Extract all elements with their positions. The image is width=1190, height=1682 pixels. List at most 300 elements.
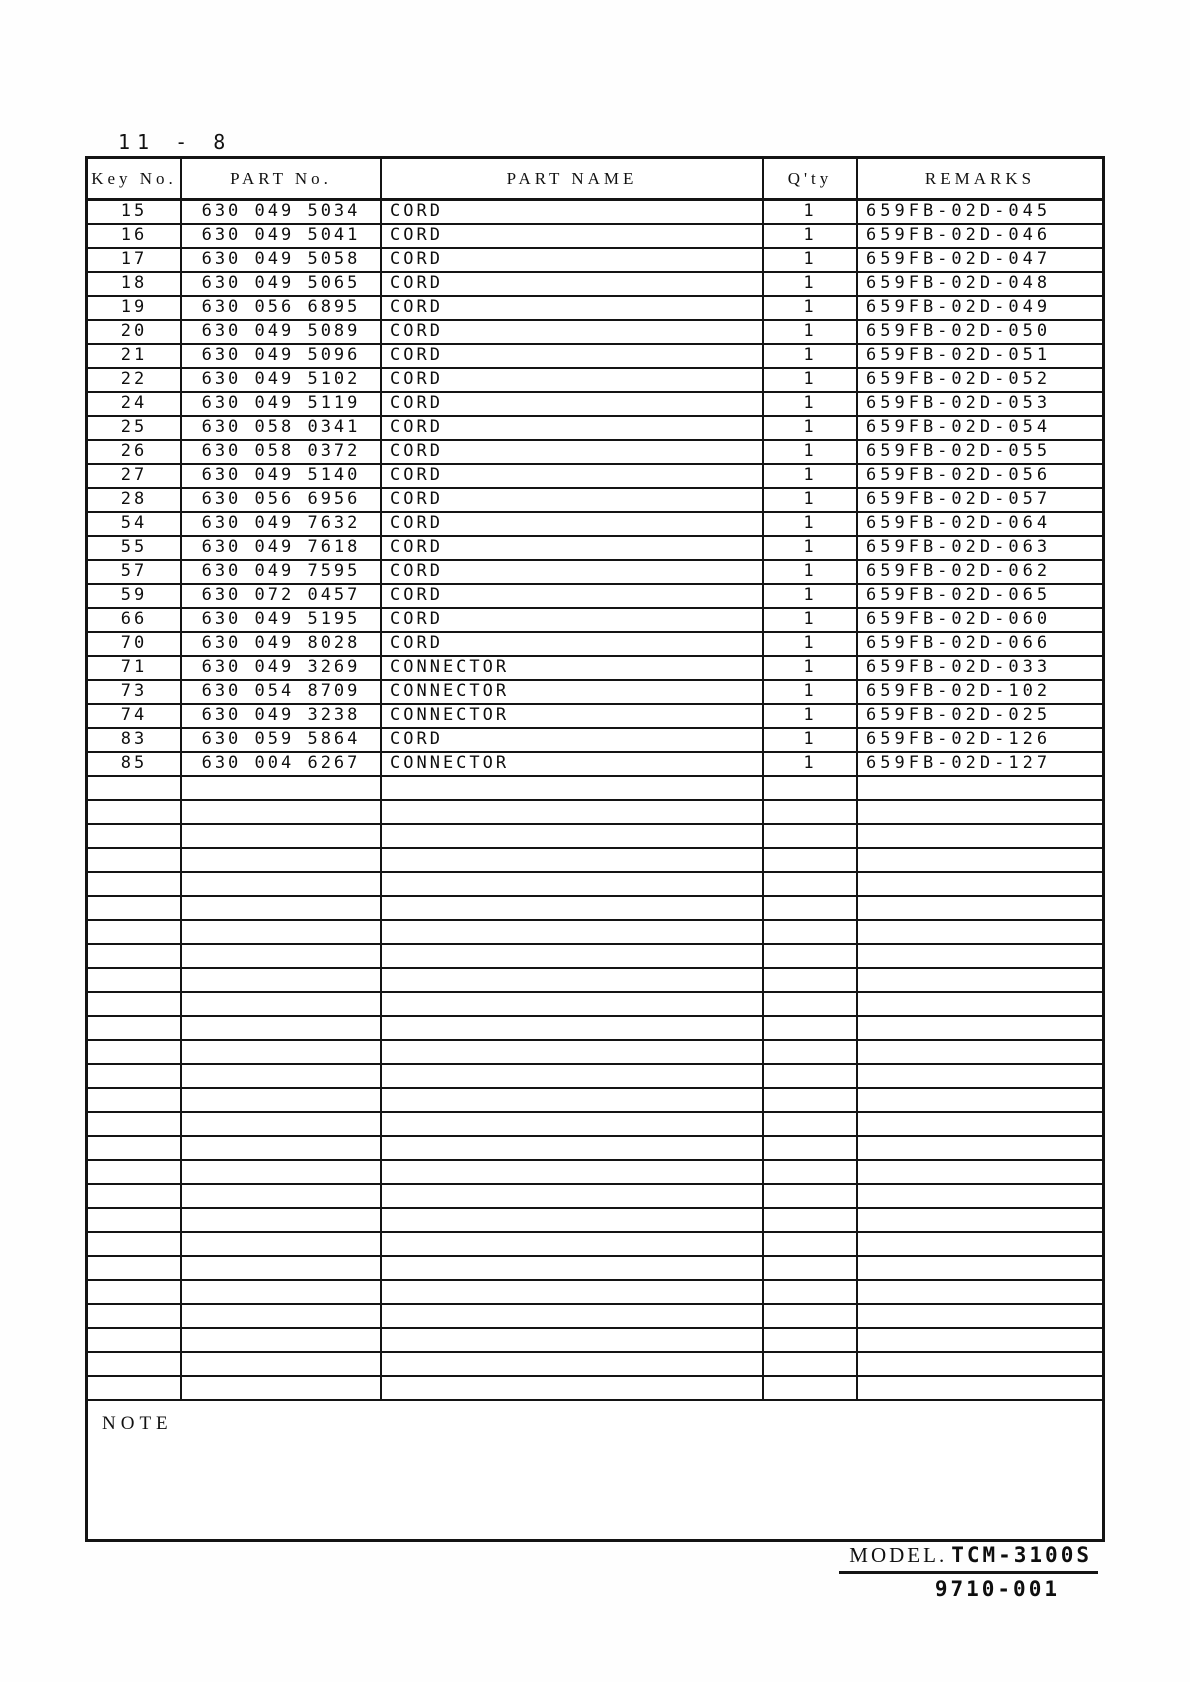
cell-part-no: [182, 1041, 382, 1065]
table-row: [88, 417, 1102, 441]
cell-part-no: [182, 1353, 382, 1377]
cell-part-no: [182, 1257, 382, 1281]
cell-qty: [764, 1089, 858, 1113]
cell-part-name: CORD: [382, 729, 764, 753]
cell-part-no: 630 058 0341: [182, 417, 382, 441]
cell-remarks: [858, 1281, 1102, 1305]
cell-part-no: 630 049 5096: [182, 345, 382, 369]
cell-part-no: [182, 1233, 382, 1257]
cell-qty: 1: [764, 681, 858, 705]
cell-part-name: [382, 801, 764, 825]
cell-remarks: 659FB-02D-049: [858, 297, 1102, 321]
cell-qty: 1: [764, 249, 858, 273]
table-row: [88, 1281, 1102, 1305]
table-row: [88, 225, 1102, 249]
cell-qty: 1: [764, 609, 858, 633]
cell-part-name: CORD: [382, 489, 764, 513]
table-row: [88, 609, 1102, 633]
table-row: [88, 801, 1102, 825]
cell-remarks: [858, 1017, 1102, 1041]
cell-remarks: [858, 849, 1102, 873]
cell-part-name: CORD: [382, 369, 764, 393]
cell-qty: 1: [764, 417, 858, 441]
cell-key-no: [88, 1377, 182, 1401]
cell-part-name: CONNECTOR: [382, 705, 764, 729]
cell-part-name: CORD: [382, 393, 764, 417]
cell-qty: [764, 1185, 858, 1209]
cell-qty: [764, 1041, 858, 1065]
cell-qty: 1: [764, 753, 858, 777]
table-row: [88, 1137, 1102, 1161]
table-row: [88, 249, 1102, 273]
cell-key-no: [88, 921, 182, 945]
cell-qty: 1: [764, 297, 858, 321]
table-row: [88, 513, 1102, 537]
cell-remarks: [858, 1377, 1102, 1401]
cell-remarks: 659FB-02D-127: [858, 753, 1102, 777]
cell-key-no: [88, 1257, 182, 1281]
cell-part-name: CORD: [382, 537, 764, 561]
cell-key-no: [88, 993, 182, 1017]
cell-qty: [764, 969, 858, 993]
cell-part-no: 630 054 8709: [182, 681, 382, 705]
cell-remarks: [858, 1041, 1102, 1065]
cell-qty: [764, 945, 858, 969]
cell-part-name: [382, 1161, 764, 1185]
cell-part-no: [182, 1137, 382, 1161]
cell-qty: 1: [764, 441, 858, 465]
cell-remarks: 659FB-02D-025: [858, 705, 1102, 729]
cell-key-no: [88, 801, 182, 825]
cell-key-no: 25: [88, 417, 182, 441]
cell-remarks: 659FB-02D-126: [858, 729, 1102, 753]
cell-remarks: 659FB-02D-055: [858, 441, 1102, 465]
cell-remarks: [858, 1065, 1102, 1089]
cell-part-name: CORD: [382, 513, 764, 537]
cell-part-no: [182, 1161, 382, 1185]
cell-remarks: 659FB-02D-053: [858, 393, 1102, 417]
cell-key-no: [88, 1161, 182, 1185]
cell-part-no: [182, 873, 382, 897]
cell-remarks: 659FB-02D-056: [858, 465, 1102, 489]
table-row: [88, 297, 1102, 321]
cell-part-no: [182, 1209, 382, 1233]
cell-part-no: 630 056 6956: [182, 489, 382, 513]
cell-part-name: [382, 1041, 764, 1065]
table-row: [88, 705, 1102, 729]
cell-qty: 1: [764, 705, 858, 729]
table-row: [88, 1161, 1102, 1185]
cell-key-no: 85: [88, 753, 182, 777]
cell-part-no: [182, 801, 382, 825]
cell-remarks: [858, 1329, 1102, 1353]
cell-qty: [764, 1113, 858, 1137]
table-row: [88, 1257, 1102, 1281]
table-row: [88, 849, 1102, 873]
table-row: [88, 465, 1102, 489]
cell-part-no: [182, 897, 382, 921]
cell-part-name: [382, 897, 764, 921]
cell-part-name: [382, 1065, 764, 1089]
cell-part-no: [182, 969, 382, 993]
cell-key-no: 17: [88, 249, 182, 273]
cell-key-no: 26: [88, 441, 182, 465]
cell-key-no: [88, 1089, 182, 1113]
cell-qty: 1: [764, 273, 858, 297]
cell-remarks: 659FB-02D-051: [858, 345, 1102, 369]
header-qty: Q'ty: [764, 159, 858, 201]
table-row: [88, 1353, 1102, 1377]
cell-remarks: 659FB-02D-066: [858, 633, 1102, 657]
cell-remarks: 659FB-02D-063: [858, 537, 1102, 561]
cell-remarks: [858, 777, 1102, 801]
cell-key-no: 20: [88, 321, 182, 345]
cell-part-name: [382, 1185, 764, 1209]
cell-remarks: [858, 1089, 1102, 1113]
cell-qty: [764, 825, 858, 849]
cell-part-name: CONNECTOR: [382, 657, 764, 681]
cell-remarks: [858, 1185, 1102, 1209]
table-row: [88, 777, 1102, 801]
cell-part-name: [382, 969, 764, 993]
cell-remarks: [858, 1305, 1102, 1329]
cell-key-no: 21: [88, 345, 182, 369]
table-row: [88, 633, 1102, 657]
cell-qty: 1: [764, 465, 858, 489]
cell-qty: [764, 1161, 858, 1185]
cell-part-no: 630 049 3269: [182, 657, 382, 681]
cell-part-name: [382, 1089, 764, 1113]
table-row: [88, 273, 1102, 297]
header-remarks: REMARKS: [858, 159, 1102, 201]
cell-key-no: [88, 1233, 182, 1257]
cell-remarks: [858, 873, 1102, 897]
cell-part-no: [182, 1017, 382, 1041]
cell-qty: [764, 849, 858, 873]
table-row: [88, 345, 1102, 369]
cell-part-name: CORD: [382, 609, 764, 633]
cell-part-name: CORD: [382, 561, 764, 585]
table-row: [88, 1017, 1102, 1041]
cell-part-name: [382, 1281, 764, 1305]
cell-key-no: [88, 1281, 182, 1305]
table-row: [88, 897, 1102, 921]
cell-qty: [764, 1353, 858, 1377]
cell-part-no: [182, 1281, 382, 1305]
table-row: [88, 537, 1102, 561]
cell-key-no: 74: [88, 705, 182, 729]
cell-part-name: CONNECTOR: [382, 753, 764, 777]
cell-key-no: [88, 1305, 182, 1329]
table-row: [88, 489, 1102, 513]
cell-part-name: CORD: [382, 225, 764, 249]
cell-key-no: 66: [88, 609, 182, 633]
table-row: [88, 873, 1102, 897]
cell-part-no: 630 049 7595: [182, 561, 382, 585]
cell-remarks: 659FB-02D-050: [858, 321, 1102, 345]
cell-part-no: 630 072 0457: [182, 585, 382, 609]
cell-remarks: [858, 993, 1102, 1017]
cell-key-no: [88, 1353, 182, 1377]
cell-key-no: 55: [88, 537, 182, 561]
cell-part-name: [382, 777, 764, 801]
cell-part-name: [382, 1137, 764, 1161]
cell-part-name: CORD: [382, 585, 764, 609]
cell-part-name: CORD: [382, 297, 764, 321]
cell-qty: [764, 897, 858, 921]
header-key-no: Key No.: [88, 159, 182, 201]
cell-part-no: 630 049 5034: [182, 201, 382, 225]
header-part-no: PART No.: [182, 159, 382, 201]
table-body: [88, 201, 1102, 1401]
cell-remarks: 659FB-02D-062: [858, 561, 1102, 585]
cell-remarks: 659FB-02D-065: [858, 585, 1102, 609]
cell-remarks: [858, 969, 1102, 993]
cell-part-name: [382, 849, 764, 873]
cell-remarks: 659FB-02D-033: [858, 657, 1102, 681]
cell-part-no: [182, 1185, 382, 1209]
cell-remarks: 659FB-02D-060: [858, 609, 1102, 633]
table-row: [88, 1041, 1102, 1065]
cell-qty: [764, 1209, 858, 1233]
table-row: [88, 1185, 1102, 1209]
cell-part-no: 630 049 5195: [182, 609, 382, 633]
cell-qty: [764, 801, 858, 825]
cell-part-no: [182, 849, 382, 873]
cell-part-name: CORD: [382, 441, 764, 465]
table-row: [88, 1113, 1102, 1137]
cell-part-name: CORD: [382, 273, 764, 297]
cell-qty: [764, 1305, 858, 1329]
cell-part-no: 630 058 0372: [182, 441, 382, 465]
cell-qty: [764, 993, 858, 1017]
cell-remarks: [858, 945, 1102, 969]
model-line: [839, 1543, 1098, 1574]
cell-qty: [764, 1329, 858, 1353]
cell-remarks: [858, 1257, 1102, 1281]
table-row: [88, 825, 1102, 849]
cell-key-no: [88, 1017, 182, 1041]
cell-qty: [764, 777, 858, 801]
table-row: [88, 393, 1102, 417]
cell-remarks: [858, 1113, 1102, 1137]
cell-remarks: [858, 897, 1102, 921]
cell-part-no: 630 049 7618: [182, 537, 382, 561]
table-row: [88, 753, 1102, 777]
cell-key-no: 27: [88, 465, 182, 489]
cell-qty: 1: [764, 657, 858, 681]
note-section: [88, 1401, 1102, 1539]
cell-qty: [764, 1017, 858, 1041]
cell-key-no: 57: [88, 561, 182, 585]
cell-key-no: [88, 1041, 182, 1065]
cell-part-name: CORD: [382, 417, 764, 441]
table-row: [88, 969, 1102, 993]
cell-key-no: [88, 945, 182, 969]
cell-remarks: [858, 1233, 1102, 1257]
cell-qty: [764, 1377, 858, 1401]
cell-part-no: 630 049 8028: [182, 633, 382, 657]
table-row: [88, 1209, 1102, 1233]
cell-qty: 1: [764, 369, 858, 393]
cell-qty: [764, 1137, 858, 1161]
cell-part-no: [182, 825, 382, 849]
cell-part-no: 630 049 5041: [182, 225, 382, 249]
cell-qty: 1: [764, 225, 858, 249]
cell-remarks: [858, 825, 1102, 849]
cell-qty: 1: [764, 321, 858, 345]
cell-remarks: [858, 1161, 1102, 1185]
cell-part-no: [182, 1329, 382, 1353]
cell-part-name: [382, 993, 764, 1017]
cell-part-name: CORD: [382, 345, 764, 369]
cell-key-no: [88, 897, 182, 921]
cell-part-name: [382, 825, 764, 849]
cell-part-no: [182, 777, 382, 801]
cell-key-no: 19: [88, 297, 182, 321]
table-row: [88, 921, 1102, 945]
cell-qty: [764, 1233, 858, 1257]
cell-part-no: 630 059 5864: [182, 729, 382, 753]
cell-key-no: [88, 825, 182, 849]
cell-part-no: [182, 921, 382, 945]
cell-qty: 1: [764, 393, 858, 417]
cell-part-name: CORD: [382, 321, 764, 345]
table-row: [88, 561, 1102, 585]
cell-key-no: 28: [88, 489, 182, 513]
cell-key-no: 15: [88, 201, 182, 225]
table-row: [88, 1233, 1102, 1257]
cell-key-no: [88, 849, 182, 873]
cell-part-no: [182, 1377, 382, 1401]
cell-part-no: 630 049 5065: [182, 273, 382, 297]
cell-remarks: [858, 921, 1102, 945]
table-row: [88, 993, 1102, 1017]
cell-remarks: 659FB-02D-047: [858, 249, 1102, 273]
cell-qty: 1: [764, 345, 858, 369]
model-footer: [839, 1543, 1098, 1601]
table-row: [88, 321, 1102, 345]
cell-part-no: 630 049 5140: [182, 465, 382, 489]
cell-key-no: 18: [88, 273, 182, 297]
table-row: [88, 657, 1102, 681]
cell-part-name: [382, 921, 764, 945]
table-row: [88, 1329, 1102, 1353]
cell-part-no: 630 049 5102: [182, 369, 382, 393]
cell-part-no: 630 056 6895: [182, 297, 382, 321]
cell-key-no: 59: [88, 585, 182, 609]
cell-key-no: 83: [88, 729, 182, 753]
table-row: [88, 1377, 1102, 1401]
cell-key-no: 24: [88, 393, 182, 417]
cell-key-no: [88, 1137, 182, 1161]
cell-qty: [764, 1281, 858, 1305]
cell-remarks: 659FB-02D-054: [858, 417, 1102, 441]
table-row: [88, 1089, 1102, 1113]
cell-part-no: 630 049 5119: [182, 393, 382, 417]
cell-part-name: [382, 945, 764, 969]
cell-qty: 1: [764, 489, 858, 513]
cell-part-no: [182, 1305, 382, 1329]
cell-part-name: CORD: [382, 201, 764, 225]
cell-part-no: [182, 1065, 382, 1089]
cell-part-name: [382, 1233, 764, 1257]
cell-part-name: CORD: [382, 633, 764, 657]
cell-key-no: [88, 969, 182, 993]
cell-remarks: [858, 1137, 1102, 1161]
cell-qty: 1: [764, 201, 858, 225]
doc-number: 9710-001: [934, 1577, 1060, 1601]
cell-key-no: 71: [88, 657, 182, 681]
cell-part-no: 630 004 6267: [182, 753, 382, 777]
cell-key-no: [88, 873, 182, 897]
cell-part-name: [382, 1209, 764, 1233]
cell-part-no: 630 049 5089: [182, 321, 382, 345]
cell-remarks: [858, 1353, 1102, 1377]
header-part-name: PART NAME: [382, 159, 764, 201]
cell-remarks: 659FB-02D-102: [858, 681, 1102, 705]
cell-part-name: [382, 1353, 764, 1377]
cell-part-name: CORD: [382, 249, 764, 273]
cell-part-name: [382, 1017, 764, 1041]
cell-key-no: 54: [88, 513, 182, 537]
cell-remarks: 659FB-02D-052: [858, 369, 1102, 393]
cell-qty: [764, 921, 858, 945]
cell-part-name: [382, 1329, 764, 1353]
cell-key-no: 22: [88, 369, 182, 393]
cell-qty: 1: [764, 537, 858, 561]
cell-key-no: [88, 1185, 182, 1209]
model-value: TCM-3100S: [951, 1543, 1092, 1567]
cell-part-no: [182, 1113, 382, 1137]
table-row: [88, 945, 1102, 969]
table-header-row: [88, 159, 1102, 201]
cell-part-no: [182, 1089, 382, 1113]
cell-key-no: [88, 1209, 182, 1233]
cell-key-no: 73: [88, 681, 182, 705]
cell-qty: [764, 873, 858, 897]
note-label: NOTE: [102, 1413, 173, 1434]
table-row: [88, 681, 1102, 705]
cell-part-no: [182, 945, 382, 969]
cell-part-name: CORD: [382, 465, 764, 489]
cell-remarks: [858, 1209, 1102, 1233]
cell-qty: 1: [764, 729, 858, 753]
model-label: MODEL.: [849, 1543, 948, 1567]
cell-remarks: 659FB-02D-064: [858, 513, 1102, 537]
table-row: [88, 201, 1102, 225]
cell-part-no: 630 049 7632: [182, 513, 382, 537]
cell-qty: [764, 1257, 858, 1281]
table-row: [88, 729, 1102, 753]
cell-qty: 1: [764, 513, 858, 537]
cell-remarks: 659FB-02D-045: [858, 201, 1102, 225]
cell-remarks: 659FB-02D-046: [858, 225, 1102, 249]
cell-qty: 1: [764, 561, 858, 585]
cell-key-no: [88, 777, 182, 801]
parts-table: [85, 156, 1105, 1542]
cell-part-name: [382, 873, 764, 897]
cell-key-no: [88, 1065, 182, 1089]
cell-qty: 1: [764, 585, 858, 609]
cell-part-name: [382, 1113, 764, 1137]
cell-part-name: [382, 1257, 764, 1281]
cell-qty: 1: [764, 633, 858, 657]
cell-part-no: [182, 993, 382, 1017]
table-row: [88, 585, 1102, 609]
table-row: [88, 369, 1102, 393]
cell-part-name: CONNECTOR: [382, 681, 764, 705]
